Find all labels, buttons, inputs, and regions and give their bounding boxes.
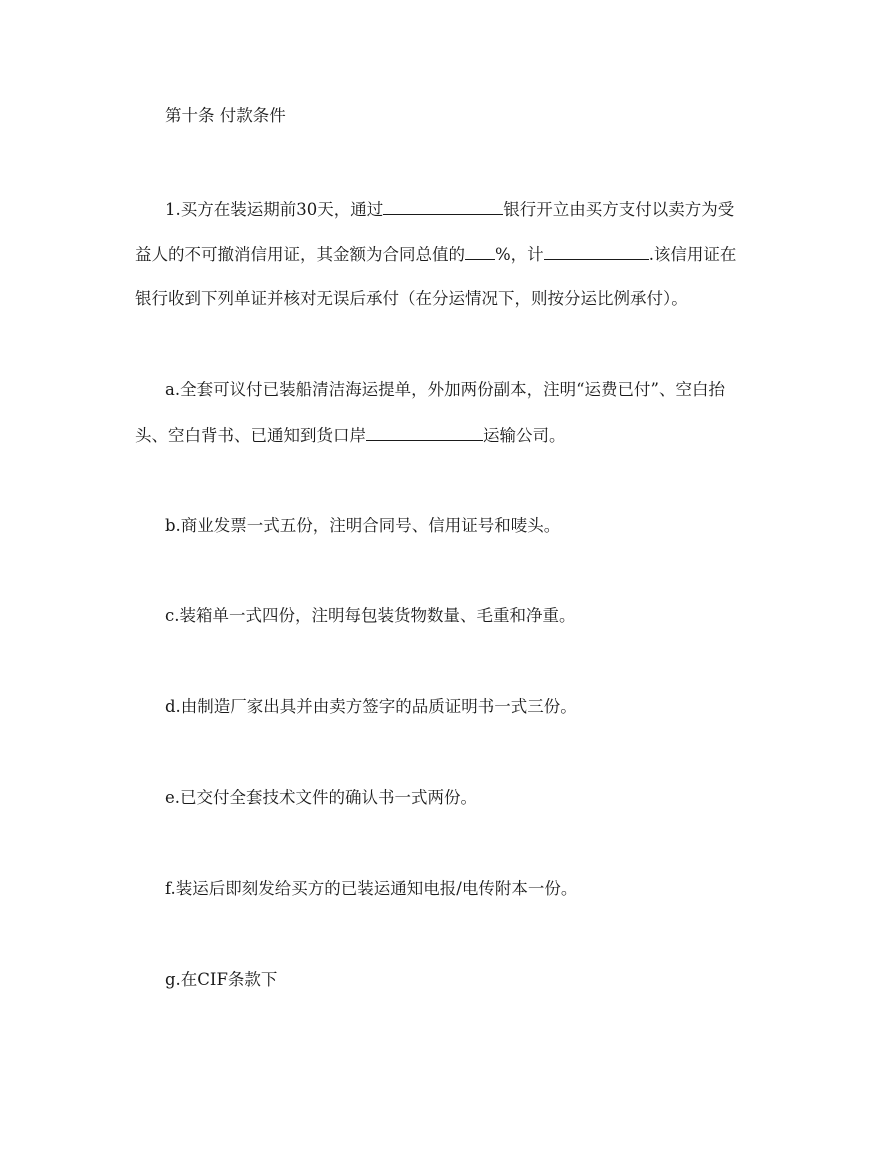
item-d-text: d.由制造厂家出具并由卖方签字的品质证明书一式三份。	[165, 697, 577, 716]
item-c	[165, 606, 576, 626]
item-d	[165, 697, 577, 717]
item-e	[165, 788, 477, 808]
para1-text: 银行开立由买方支付以卖方为受	[503, 200, 735, 219]
item-b	[165, 516, 560, 536]
percent-blank	[465, 244, 495, 260]
para1-text: 银行收到下列单证并核对无误后承付（在分运情况下，则按分运比例承付）。	[135, 289, 688, 308]
item-f	[165, 879, 577, 899]
item-e-text: e.已交付全套技术文件的确认书一式两份。	[165, 788, 478, 807]
item-a-text: a.全套可议付已装船清洁海运提单，外加两份副本，注明“运费已付”、空白抬	[165, 380, 725, 399]
item-g-text: g.在CIF条款下	[165, 970, 278, 989]
para1-line3	[135, 289, 688, 309]
item-c-text: c.装箱单一式四份，注明每包装货物数量、毛重和净重。	[165, 606, 576, 625]
item-a-text: 头、空白背书、已通知到货口岸	[135, 426, 366, 445]
item-a-line1	[165, 380, 725, 400]
item-a-line2	[135, 425, 566, 446]
article-heading-text: 第十条 付款条件	[165, 106, 286, 125]
article-heading	[165, 106, 286, 126]
para1-text: 1.买方在装运期前30天，通过	[165, 200, 384, 219]
item-a-text: 运输公司。	[483, 426, 566, 445]
item-f-text: f.装运后即刻发给买方的已装运通知电报/电传附本一份。	[165, 879, 578, 898]
item-g	[165, 970, 277, 990]
para1-line2	[135, 244, 736, 265]
amount-blank	[544, 244, 649, 260]
shipping-company-blank	[366, 425, 483, 441]
para1-text: .该信用证在	[648, 245, 737, 264]
para1-line1	[165, 199, 734, 220]
para1-text: %，计	[495, 245, 544, 264]
bank-name-blank	[383, 199, 503, 215]
item-b-text: b.商业发票一式五份，注明合同号、信用证号和唛头。	[165, 516, 561, 535]
para1-text: 益人的不可撤消信用证，其金额为合同总值的	[135, 245, 465, 264]
